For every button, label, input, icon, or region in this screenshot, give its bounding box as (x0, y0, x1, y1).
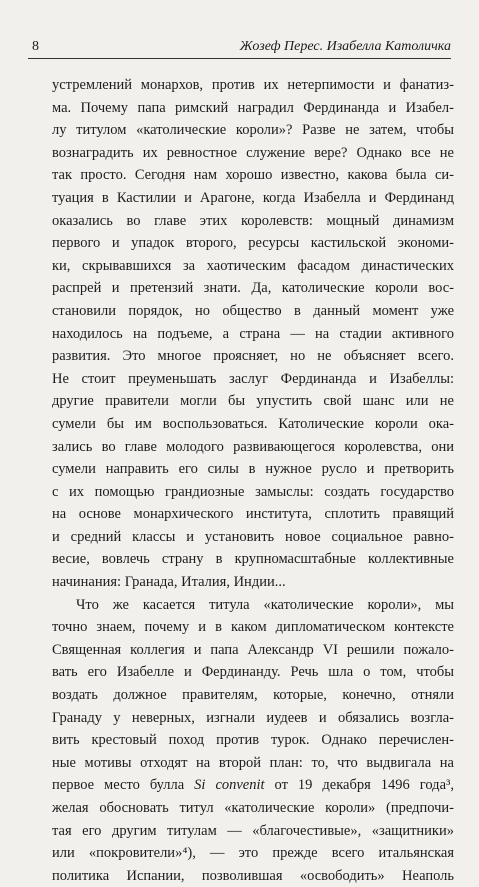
text-line: сумели бы им воспользоваться. Католические короли ока- (52, 415, 454, 432)
text-line: так просто. Сегодня нам хорошо известно, какова была си- (52, 167, 454, 184)
text-line: Не стоит преуменьшать заслуг Фердинанда и Изабеллы: (52, 370, 454, 387)
page-header (28, 36, 451, 59)
text-line: другие правители могли бы упустить свой шанс или не (52, 393, 454, 410)
text-line: развития. Это многое проясняет, но не объясняет всего. (52, 348, 454, 365)
running-title: Жозеф Перес. Изабелла Католичка (239, 39, 451, 54)
text-line: первого и упадок второго, ресурсы кастильской экономи- (52, 235, 454, 252)
text-line: зались во главе молодого развивающегося королевства, они (52, 438, 454, 455)
text-line: или «покровители»⁴), — это прежде всего итальянская (52, 845, 454, 862)
text-line: с их помощью грандиозные замыслы: создать государство (52, 483, 454, 500)
text-line: туация в Кастилии и Арагоне, когда Изабелла и Фердинанд (52, 189, 454, 206)
text-line: лу титулом «католические короли»? Разве не затем, чтобы (52, 122, 454, 139)
text-line: ные мотивы отходят на второй план: то, что выдвигала на (52, 754, 454, 771)
text-line: ки, скрывавшихся за хаотическим фасадом династических (52, 257, 454, 274)
text-line: Священная коллегия и папа Александр VI решили пожало- (52, 641, 454, 658)
text-line: и средний классы и установить новое социальное равно- (52, 528, 454, 545)
text-line: вить крестовый поход против турок. Однако перечислен- (52, 732, 454, 749)
text-line: оказались во главе этих королевств: мощный динамизм (52, 212, 454, 229)
text-line: вознаградить их ревностное служение вере? Однако все не (52, 144, 454, 161)
text-line: политика Испании, позволившая «освободить» Неаполь (52, 867, 454, 884)
text-line: вать его Изабелле и Фердинанду. Речь шла о том, чтобы (52, 664, 454, 681)
text-line: становили порядок, но общество в данный момент уже (52, 302, 454, 319)
text-line: распрей и претензий знати. Да, католические короли вос- (52, 280, 454, 297)
text-line: воздать должное правителям, которые, конечно, отняли (52, 687, 454, 704)
page-number: 8 (32, 39, 39, 54)
text-line: первое место булла Si convenit от 19 декабря 1496 года³, (52, 777, 454, 794)
text-line: тая его другим титулам — «благочестивые», «защитники» (52, 822, 454, 839)
text-line: весие, вовлечь страну в крупномасштабные коллективные (52, 551, 454, 568)
text-line: устремлений монархов, против их нетерпимости и фанатиз- (52, 77, 454, 93)
text-line: желая обосновать титул «католические короли» (предпочи- (52, 800, 454, 816)
text-line: на основе монархического института, сплотить правящий (52, 506, 454, 523)
text-line: точно знаем, почему и в каком дипломатическом контексте (52, 619, 454, 636)
text-line: Гранаду у неверных, изгнали иудеев и обязались возгла- (52, 709, 454, 726)
text-line: начинания: Гранада, Италия, Индии... (52, 574, 286, 591)
text-line: ма. Почему папа римский наградил Фердинанда и Изабел- (52, 99, 454, 116)
text-line: Что же касается титула «католические короли», мы (76, 596, 454, 613)
text-line: сумели направить его силы в нужное русло и претворить (52, 461, 454, 478)
text-line: находилось на подъеме, а страна — на стадии активного (52, 325, 454, 342)
body-text (52, 74, 454, 887)
